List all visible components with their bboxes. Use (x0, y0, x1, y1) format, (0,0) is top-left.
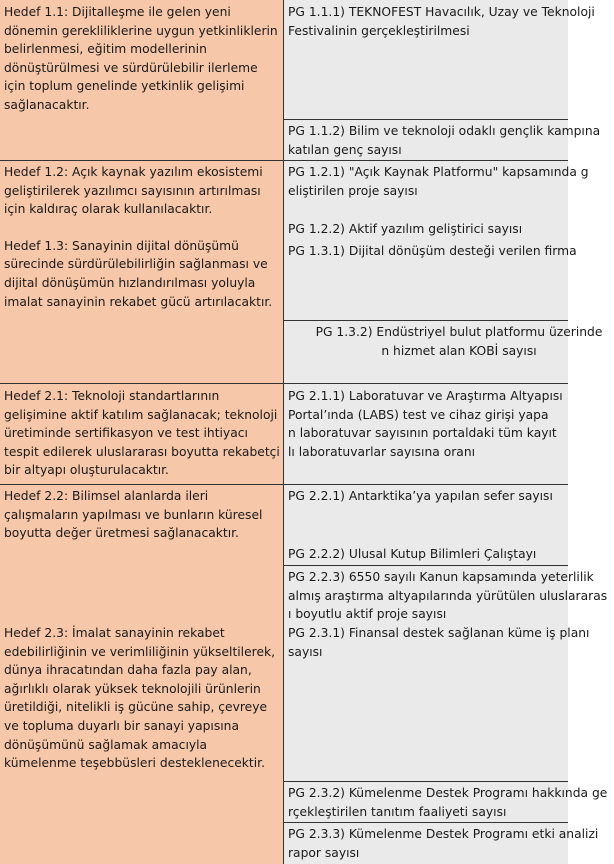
indicator-cell-1-2-x (284, 160, 589, 320)
cell-divider (283, 565, 568, 566)
goal-2-1-text: Hedef 2.1: Teknoloji standartlarının gelişimine aktif katılım sağlanacak; teknoloji üretiminde sertifikasyon ve test ihtiyacı tespit edilerek uluslararası boyutta rekabetçi bir altyapı oluşturulacaktır. (4, 389, 280, 478)
cell-divider (283, 781, 568, 782)
row-divider (0, 484, 568, 485)
indicator-cell-2-3-3 (284, 822, 599, 864)
indicator-cell-2-2-1 (284, 484, 568, 565)
cell-divider (283, 320, 568, 321)
indicator-cell-1-1-1 (284, 0, 595, 119)
goal-1-1-text: Hedef 1.1: Dijitalleşme ile gelen yeni dönemin gerekliliklerine uygun yetkinliklerin belirlenmesi, eğitim modellerinin dönüştürülmesi ve sürdürülebilir ilerleme için toplum genelinde yetkinlik gelişimi sağlanacaktır. (4, 5, 278, 112)
indicator-2-2-1-text: PG 2.2.1) Antarktika’ya yapılan sefer sayısı (288, 489, 553, 503)
indicator-2-3-2-text: PG 2.3.2) Kümelenme Destek Programı hakkında ge rçekleştirilen tanıtım faaliyeti sayısı (288, 786, 608, 819)
indicator-1-3-1-text: PG 1.3.1) Dijital dönüşüm desteği verilen firma (288, 244, 577, 258)
goal-cell-1-1 (0, 0, 284, 160)
goal-cell-2-2-2-3 (0, 484, 284, 864)
cell-divider (283, 822, 568, 823)
indicator-2-2-3-text: PG 2.2.3) 6550 sayılı Kanun kapsamında yeterlilik almış araştırma altyapılarında yürütülen uluslararas ı boyutlu aktif proje sayısı (288, 570, 608, 622)
indicator-2-2-2-text: PG 2.2.2) Ulusal Kutup Bilimleri Çalıştayı (288, 547, 537, 561)
goal-cell-1-2-1-3 (0, 160, 284, 384)
indicator-2-1-1-text: PG 2.1.1) Laboratuvar ve Araştırma Altyapısı Portal’ında (LABS) test ve cihaz girişi yapa n laboratuvar sayısının portaldaki tüm kayıt lı laboratuvarlar sayısına oranı (288, 389, 563, 459)
goal-2-2-text: Hedef 2.2: Bilimsel alanlarda ileri çalışmaların yapılması ve bunların küresel boyutta değer üretmesi sağlanacaktır. (4, 489, 263, 541)
indicator-2-3-1-text: PG 2.3.1) Finansal destek sağlanan küme iş planı sayısı (288, 626, 590, 659)
cell-divider (283, 119, 568, 120)
indicator-cell-2-1-1 (284, 384, 568, 484)
row-divider (0, 383, 568, 384)
column-divider (283, 0, 284, 864)
indicator-cell-2-2-3 (284, 565, 608, 781)
indicator-cell-1-3-2 (284, 320, 603, 384)
indicator-1-1-2-text: PG 1.1.2) Bilim ve teknoloji odaklı gençlik kampına katılan genç sayısı (288, 124, 601, 157)
indicator-1-2-1-text: PG 1.2.1) "Açık Kaynak Platformu" kapsamında g eliştirilen proje sayısı (288, 165, 589, 198)
goal-cell-2-1 (0, 384, 284, 484)
indicator-cell-2-3-2 (284, 781, 608, 822)
indicator-2-3-3-text: PG 2.3.3) Kümelenme Destek Programı etki analizi rapor sayısı (288, 827, 599, 860)
goal-2-3-text: Hedef 2.3: İmalat sanayinin rekabet edebilirliğinin ve verimliliğinin yükseltilerek, dünya ihracatından daha fazla pay alan, ağırlıklı olarak yüksek teknolojili ürünlerin üretildiği, nitelikli iş gücüne sahip, çevreye ve topluma duyarlı bir sanayi yapısına dönüşümünü sağlamak amacıyla kümelenme teşebbüsleri desteklenecektir. (4, 626, 276, 771)
indicator-1-3-2-text: PG 1.3.2) Endüstriyel bulut platformu üzerinde n hizmet alan KOBİ sayısı (315, 325, 603, 358)
indicator-1-2-2-text: PG 1.2.2) Aktif yazılım geliştirici sayısı (288, 222, 523, 236)
row-divider (0, 160, 568, 161)
indicator-cell-1-1-2 (284, 119, 601, 160)
goal-1-2-text: Hedef 1.2: Açık kaynak yazılım ekosistemi geliştirilerek yazılımcı sayısının artırılması için kaldıraç olarak kullanılacaktır. (4, 165, 263, 217)
goal-1-3-text: Hedef 1.3: Sanayinin dijital dönüşümü sürecinde sürdürülebilirliğin sağlanması ve dijital dönüşümün hızlandırılması yoluyla imalat sanayinin rekabet gücü artırılacaktır. (4, 238, 273, 309)
indicator-1-1-1-text: PG 1.1.1) TEKNOFEST Havacılık, Uzay ve Teknoloji Festivalinin gerçekleştirilmesi (288, 5, 595, 38)
